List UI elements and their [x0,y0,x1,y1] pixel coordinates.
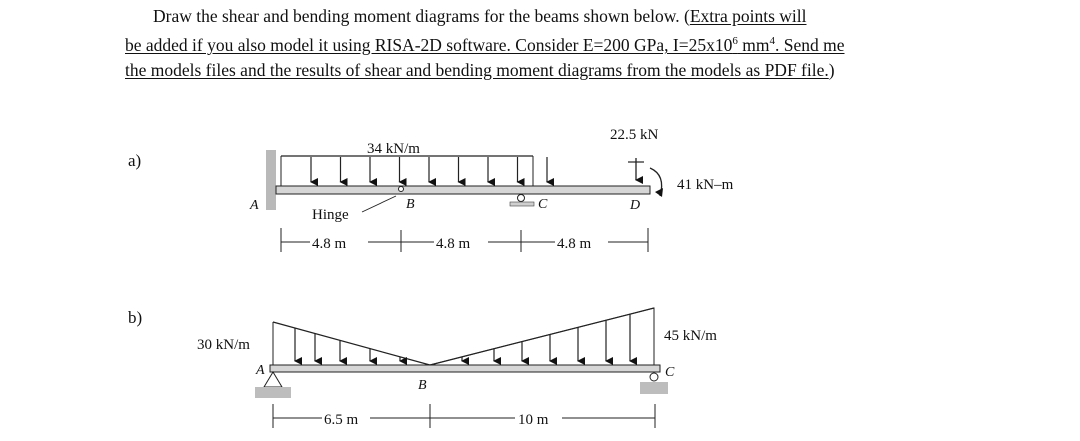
span-1-label: 4.8 m [312,236,347,252]
moment-label: 41 kN–m [677,177,734,193]
right-load-label: 45 kN/m [664,328,717,344]
span-2-label: 4.8 m [436,236,471,252]
roller-support-c [640,373,668,394]
hinge-pin [399,187,404,192]
point-b-label: B [418,378,427,393]
exponent: 6 [732,35,738,47]
beam-a-figure [128,127,734,252]
problem-text-underlined: be added if you also model it using RISA-2D software. Consider E=200 GPa, I=25x10 [125,34,733,55]
support-a-label: A [250,198,259,213]
problem-text-underlined: Extra points will [689,6,807,26]
span-1-label: 6.5 m [324,412,359,428]
roller-support-c [510,195,534,207]
part-b-label: b) [128,308,143,327]
problem-text-underlined: the models files and the results of shear and bending moment diagrams from the models as PDF file. [125,59,829,80]
moment-arrowhead [655,188,663,197]
beam-b-figure [128,308,717,428]
problem-text: ) [828,59,835,80]
beam-b [270,365,660,372]
support-c-label: C [538,197,548,212]
left-load-label: 30 kN/m [197,337,250,353]
udl-arrows [311,157,547,182]
problem-text-underlined: . Send me [774,34,845,55]
support-c-label: C [665,365,675,380]
udl-label: 34 kN/m [367,141,420,157]
distributed-load-arrows [295,314,630,361]
beam-a [276,186,650,194]
part-a-label: a) [128,151,142,170]
problem-text: Draw the shear and bending moment diagrams for the beams shown below. ( [153,6,690,26]
hinge-leader [362,196,396,212]
point-load-label: 22.5 kN [610,127,659,143]
load-profile-left [273,322,430,365]
support-a-label: A [256,363,265,378]
span-2-label: 10 m [518,412,549,428]
fixed-wall-support [266,150,276,210]
point-d-label: D [630,198,641,213]
span-3-label: 4.8 m [557,236,592,252]
exponent: 4 [769,35,775,47]
hinge-label: Hinge [312,207,349,223]
point-b-label: B [406,197,415,212]
problem-text-underlined: mm [737,34,770,55]
load-profile-right [430,308,654,365]
